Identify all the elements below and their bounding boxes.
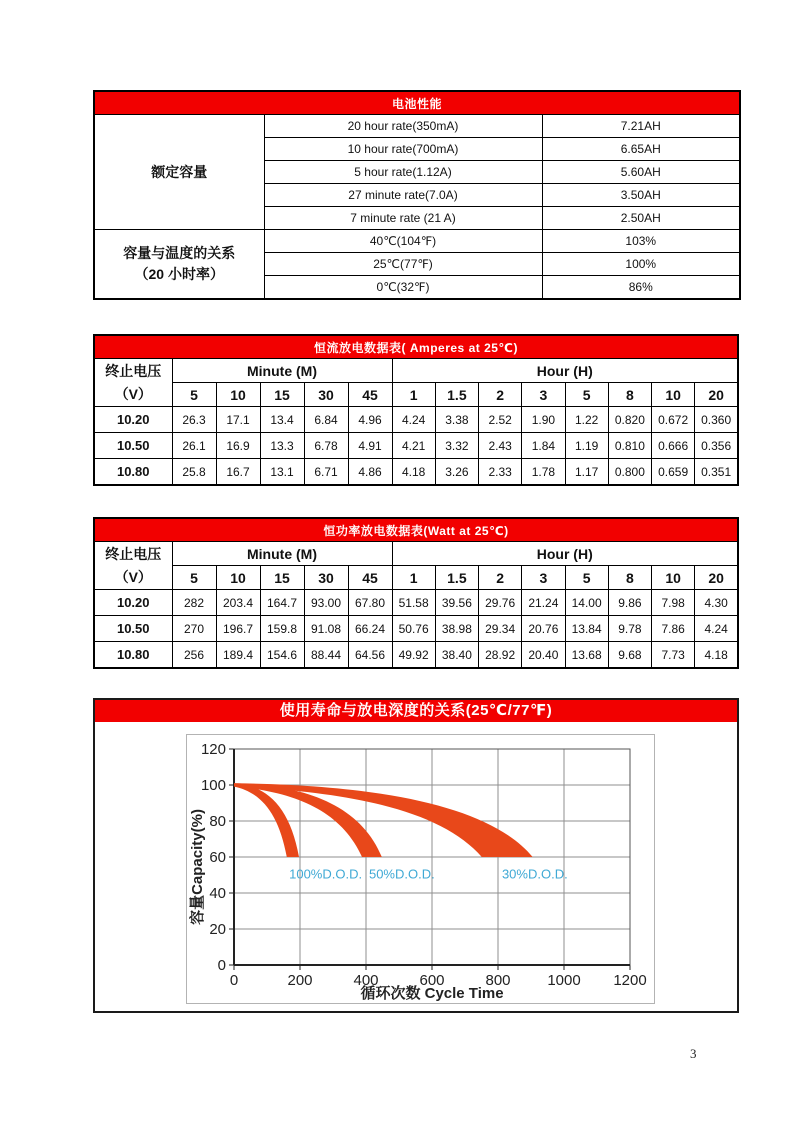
value-cell: 51.58 (392, 590, 435, 616)
param-cell: 40℃(104℉) (264, 230, 542, 253)
col-header: 1.5 (435, 566, 478, 590)
value-cell: 4.21 (392, 433, 435, 459)
value-cell: 4.30 (695, 590, 738, 616)
row-label-cell: 10.80 (94, 459, 172, 486)
value-cell: 4.86 (348, 459, 392, 486)
value-cell: 14.00 (565, 590, 608, 616)
row-label-cell: 10.20 (94, 590, 172, 616)
value-cell: 28.92 (479, 642, 522, 669)
value-cell: 4.96 (348, 407, 392, 433)
value-cell: 0.351 (695, 459, 738, 486)
value-cell: 0.666 (652, 433, 695, 459)
row-label-cell: 10.50 (94, 616, 172, 642)
param-cell: 10 hour rate(700mA) (264, 138, 542, 161)
end-voltage-header (94, 542, 172, 590)
col-header: 15 (260, 566, 304, 590)
value-cell: 29.34 (479, 616, 522, 642)
value-cell: 196.7 (216, 616, 260, 642)
value-cell: 20.76 (522, 616, 565, 642)
col-header: 8 (608, 383, 651, 407)
table3-title: 恒功率放电数据表(Watt at 25℃) (94, 518, 738, 542)
param-cell: 20 hour rate(350mA) (264, 115, 542, 138)
x-tick-label: 600 (419, 972, 445, 989)
value-cell: 6.78 (304, 433, 348, 459)
x-axis-label: 循环次数 Cycle Time (360, 985, 504, 1002)
end-voltage-header (94, 359, 172, 407)
col-header: 8 (608, 566, 651, 590)
value-cell: 154.6 (260, 642, 304, 669)
table2-title: 恒流放电数据表( Amperes at 25℃) (94, 335, 738, 359)
value-cell: 86% (542, 276, 740, 300)
value-cell: 6.84 (304, 407, 348, 433)
value-cell: 1.90 (522, 407, 565, 433)
col-header: 20 (695, 566, 738, 590)
value-cell: 3.32 (435, 433, 478, 459)
value-cell: 66.24 (348, 616, 392, 642)
value-cell: 2.50AH (542, 207, 740, 230)
value-cell: 21.24 (522, 590, 565, 616)
value-cell: 13.1 (260, 459, 304, 486)
table-row (94, 616, 738, 642)
row-label-cell: 10.20 (94, 407, 172, 433)
dod-label: 50%D.O.D. (368, 866, 435, 882)
col-header: 5 (565, 566, 608, 590)
col-header: 1 (392, 383, 435, 407)
value-cell: 2.52 (479, 407, 522, 433)
x-tick-label: 400 (353, 972, 379, 989)
y-tick-label: 80 (209, 813, 226, 830)
battery-performance-table (93, 90, 741, 300)
value-cell: 29.76 (479, 590, 522, 616)
value-cell: 3.26 (435, 459, 478, 486)
value-cell: 0.672 (652, 407, 695, 433)
value-cell: 4.91 (348, 433, 392, 459)
minute-group-header: Minute (M) (172, 542, 392, 566)
value-cell: 7.86 (652, 616, 695, 642)
col-header: 30 (304, 383, 348, 407)
value-cell: 4.24 (392, 407, 435, 433)
chart-panel (186, 734, 655, 1004)
col-header: 3 (522, 383, 565, 407)
param-cell: 27 minute rate(7.0A) (264, 184, 542, 207)
value-cell: 0.800 (608, 459, 651, 486)
value-cell: 13.4 (260, 407, 304, 433)
value-cell: 256 (172, 642, 216, 669)
value-cell: 25.8 (172, 459, 216, 486)
value-cell: 88.44 (304, 642, 348, 669)
y-tick-label: 120 (200, 741, 226, 758)
value-cell: 4.24 (695, 616, 738, 642)
capacity-temperature-group-label (94, 230, 264, 300)
value-cell: 16.9 (216, 433, 260, 459)
constant-current-discharge-table (93, 334, 739, 486)
value-cell: 1.22 (565, 407, 608, 433)
col-header: 1.5 (435, 383, 478, 407)
value-cell: 7.98 (652, 590, 695, 616)
cycle-life-chart-section (93, 698, 739, 1013)
col-header: 10 (652, 383, 695, 407)
constant-power-discharge-table (93, 517, 739, 669)
value-cell: 26.1 (172, 433, 216, 459)
label-line: 终止电压 (105, 546, 162, 563)
y-tick-label: 0 (217, 957, 226, 974)
value-cell: 282 (172, 590, 216, 616)
table-row (94, 590, 738, 616)
value-cell: 6.71 (304, 459, 348, 486)
value-cell: 1.17 (565, 459, 608, 486)
value-cell: 3.50AH (542, 184, 740, 207)
value-cell: 17.1 (216, 407, 260, 433)
value-cell: 39.56 (435, 590, 478, 616)
label-line: 容量与温度的关系 (123, 245, 236, 261)
col-header: 5 (172, 383, 216, 407)
param-cell: 25℃(77℉) (264, 253, 542, 276)
param-cell: 7 minute rate (21 A) (264, 207, 542, 230)
x-tick-label: 0 (229, 972, 239, 989)
row-label-cell: 10.50 (94, 433, 172, 459)
col-header: 5 (172, 566, 216, 590)
row-label-cell: 10.80 (94, 642, 172, 669)
table1-title: 电池性能 (94, 91, 740, 115)
value-cell: 4.18 (392, 459, 435, 486)
value-cell: 189.4 (216, 642, 260, 669)
value-cell: 0.356 (695, 433, 738, 459)
value-cell: 164.7 (260, 590, 304, 616)
hour-group-header: Hour (H) (392, 359, 738, 383)
value-cell: 16.7 (216, 459, 260, 486)
x-tick-label: 200 (287, 972, 313, 989)
value-cell: 64.56 (348, 642, 392, 669)
y-tick-label: 60 (209, 849, 226, 866)
col-header: 2 (479, 383, 522, 407)
value-cell: 2.43 (479, 433, 522, 459)
label-line: （V） (114, 385, 152, 402)
label-line: （20 小时率） (134, 266, 224, 282)
value-cell: 13.3 (260, 433, 304, 459)
value-cell: 100% (542, 253, 740, 276)
col-header: 1 (392, 566, 435, 590)
value-cell: 20.40 (522, 642, 565, 669)
col-header: 45 (348, 383, 392, 407)
value-cell: 7.73 (652, 642, 695, 669)
hour-group-header: Hour (H) (392, 542, 738, 566)
value-cell: 0.810 (608, 433, 651, 459)
dod-label: 100%D.O.D. (289, 866, 363, 882)
value-cell: 1.84 (522, 433, 565, 459)
col-header: 10 (216, 566, 260, 590)
table-row (94, 459, 738, 486)
table-row (94, 642, 738, 669)
value-cell: 3.38 (435, 407, 478, 433)
value-cell: 38.98 (435, 616, 478, 642)
value-cell: 6.65AH (542, 138, 740, 161)
value-cell: 9.78 (608, 616, 651, 642)
y-tick-label: 100 (200, 777, 226, 794)
col-header: 20 (695, 383, 738, 407)
value-cell: 0.820 (608, 407, 651, 433)
value-cell: 103% (542, 230, 740, 253)
col-header: 2 (479, 566, 522, 590)
value-cell: 38.40 (435, 642, 478, 669)
value-cell: 7.21AH (542, 115, 740, 138)
col-header: 5 (565, 383, 608, 407)
chart-title: 使用寿命与放电深度的关系(25℃/77℉) (95, 700, 737, 722)
value-cell: 203.4 (216, 590, 260, 616)
minute-group-header: Minute (M) (172, 359, 392, 383)
col-header: 30 (304, 566, 348, 590)
value-cell: 270 (172, 616, 216, 642)
y-tick-label: 40 (209, 885, 226, 902)
value-cell: 2.33 (479, 459, 522, 486)
x-tick-label: 1200 (613, 972, 647, 989)
cycle-life-chart (187, 735, 654, 1003)
value-cell: 91.08 (304, 616, 348, 642)
x-tick-label: 800 (485, 972, 511, 989)
y-axis-label: 容量Capacity(%) (189, 809, 206, 925)
col-header: 45 (348, 566, 392, 590)
value-cell: 50.76 (392, 616, 435, 642)
value-cell: 0.659 (652, 459, 695, 486)
col-header: 10 (652, 566, 695, 590)
param-cell: 0℃(32℉) (264, 276, 542, 300)
value-cell: 1.19 (565, 433, 608, 459)
value-cell: 13.84 (565, 616, 608, 642)
value-cell: 9.86 (608, 590, 651, 616)
value-cell: 0.360 (695, 407, 738, 433)
value-cell: 4.18 (695, 642, 738, 669)
value-cell: 49.92 (392, 642, 435, 669)
label-line: （V） (114, 568, 152, 585)
dod-label: 30%D.O.D. (501, 866, 568, 882)
value-cell: 67.80 (348, 590, 392, 616)
col-header: 10 (216, 383, 260, 407)
table-row (94, 433, 738, 459)
value-cell: 5.60AH (542, 161, 740, 184)
value-cell: 1.78 (522, 459, 565, 486)
rated-capacity-group-label: 额定容量 (94, 115, 264, 230)
label-line: 终止电压 (105, 363, 162, 380)
value-cell: 93.00 (304, 590, 348, 616)
param-cell: 5 hour rate(1.12A) (264, 161, 542, 184)
value-cell: 13.68 (565, 642, 608, 669)
y-tick-label: 20 (209, 921, 226, 938)
value-cell: 9.68 (608, 642, 651, 669)
col-header: 3 (522, 566, 565, 590)
page-number: 3 (690, 1046, 697, 1061)
x-tick-label: 1000 (547, 972, 581, 989)
table-row (94, 407, 738, 433)
col-header: 15 (260, 383, 304, 407)
value-cell: 159.8 (260, 616, 304, 642)
value-cell: 26.3 (172, 407, 216, 433)
